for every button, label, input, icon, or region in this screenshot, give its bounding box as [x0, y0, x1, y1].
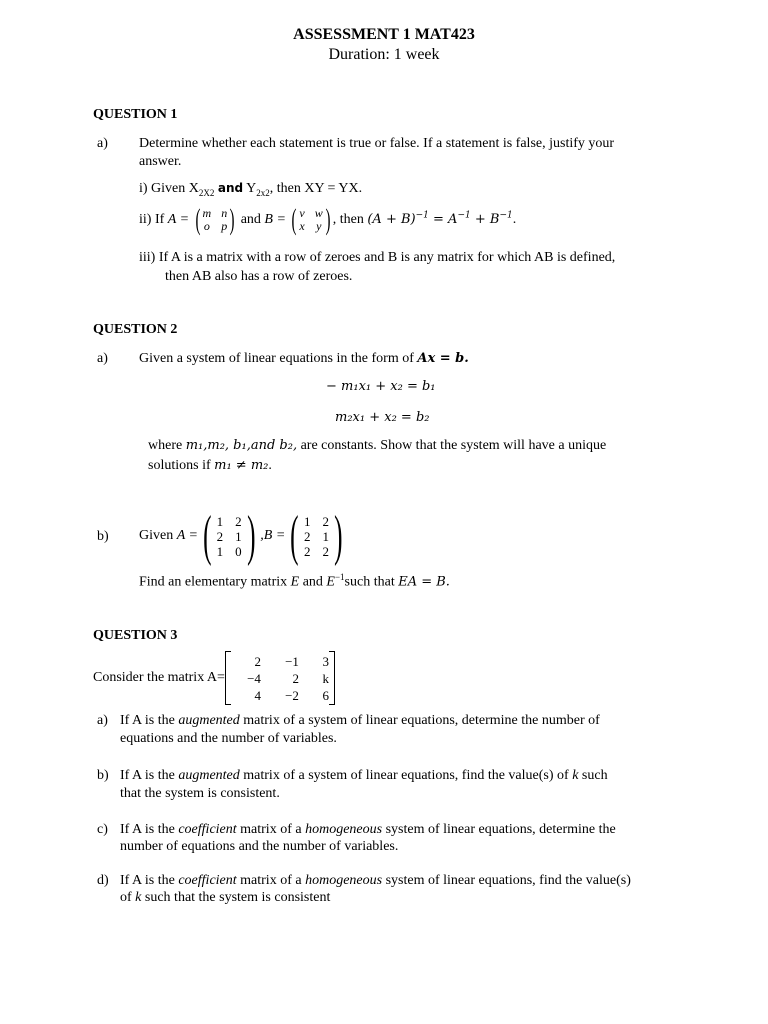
q1-a-label: a): [97, 136, 108, 151]
q3-a-label: a): [97, 713, 108, 728]
inverse-formula: $(A + B)^{-1} = A^{-1} + B^{-1}$: [367, 210, 513, 228]
document-duration: Duration: 1 week: [328, 46, 440, 63]
matrix-B-2x2: ( v w x y ): [291, 203, 331, 236]
matrix-b-cell: 2: [322, 543, 329, 559]
matrix-a-cell: m: [202, 206, 212, 220]
q2-where-line2: solutions if m₁ ≠ m₂.: [148, 458, 272, 473]
matrix-b-cell: 2: [322, 513, 329, 529]
q3-d-line1: If A is the coefficient matrix of a homogeneous system of linear equations, find the value(s): [120, 873, 631, 888]
matrix-a-cell: o: [203, 219, 210, 233]
q2-a-label: a): [97, 351, 108, 366]
q3-d-label: d): [97, 873, 109, 888]
matrix-a-cell: 1: [216, 543, 224, 559]
q2-where-line1: where m₁,m₂, b₁,and b₂, are constants. Show that the system will have a unique: [148, 438, 607, 453]
q1-statement-i: i) Given $X_{2X2}$ and $Y_{2x2}$, then XY = YX.: [139, 181, 363, 198]
q3-consider: Consider the matrix A= 2 −1 3 −4 2 k 4 −2 6: [93, 652, 335, 704]
q2-b-given: Given A = ( 1 2 2 1 1 0 ) ,B = ( 1 2 2 1 2 2 ): [139, 508, 348, 564]
equation-1: − m₁x₁ + x₂ = b₁: [326, 379, 436, 394]
matrix-A-2x2: ( m n o p ): [195, 203, 235, 236]
q3-c-line2: number of equations and the number of variables.: [120, 839, 399, 854]
q3-c-label: c): [97, 822, 108, 837]
matrix-b-cell: 1: [322, 528, 329, 544]
matrix-b-cell: x: [299, 219, 305, 233]
matrix-q3-cell: −2: [285, 687, 299, 703]
matrix-a-cell: 2: [216, 528, 224, 544]
q2-b-find: Find an elementary matrix E and $E^{-1}such$ that EA = B.: [139, 572, 450, 590]
matrix-q3-cell: −1: [285, 653, 299, 669]
matrix-A-3x3: [225, 651, 335, 705]
q2-b-label: b): [97, 529, 109, 544]
q3-a-line2: equations and the number of variables.: [120, 731, 337, 746]
matrix-q3-cell: 2: [292, 670, 299, 686]
document-title: ASSESSMENT 1 MAT423: [293, 26, 475, 43]
q3-c-line1: If A is the coefficient matrix of a homogeneous system of linear equations, determine the: [120, 822, 616, 837]
matrix-b-cell: 1: [303, 513, 311, 529]
matrix-q3-cell: 6: [322, 687, 329, 703]
matrix-q3-cell: 2: [254, 653, 261, 669]
matrix-b-cell: y: [316, 219, 322, 233]
matrix-a-cell: p: [221, 219, 228, 233]
matrix-b-cell: 2: [303, 528, 311, 544]
matrix-q3-cell: −4: [247, 670, 261, 686]
q2-a-text: Given a system of linear equations in the form of Ax = b.: [139, 351, 469, 366]
question-3-heading: QUESTION 3: [93, 628, 178, 643]
matrix-b-cell: 2: [303, 543, 311, 559]
matrix-q3-cell: 4: [254, 687, 261, 703]
matrix-a-cell: 1: [235, 528, 242, 544]
matrix-b-cell: v: [299, 206, 305, 220]
q1-statement-ii: ii) If A = ( m n o p ) and B = ( v w x y ) , then $(A + B)^{-1} = A^{-1} + B^{-1}$.: [139, 203, 517, 236]
q3-d-line2: of k such that the system is consistent: [120, 890, 331, 905]
question-2-heading: QUESTION 2: [93, 322, 178, 337]
question-1-heading: QUESTION 1: [93, 107, 178, 122]
matrix-q3-cell: k: [322, 670, 329, 686]
matrix-q3-cell: 3: [322, 653, 329, 669]
matrix-a-cell: n: [221, 206, 228, 220]
equation-2: m₂x₁ + x₂ = b₂: [335, 410, 430, 425]
matrix-a-cell: 1: [216, 513, 224, 529]
q1-statement-iii-line2: then AB also has a row of zeroes.: [165, 269, 353, 284]
matrix-a-cell: 2: [235, 513, 242, 529]
q1-a-text-line1: Determine whether each statement is true or false. If a statement is false, justify your: [139, 136, 615, 151]
q3-a-line1: If A is the augmented matrix of a system of linear equations, determine the number of: [120, 713, 600, 728]
matrix-b-cell: w: [314, 206, 323, 220]
matrix-A-3x2: ( 1 2 2 1 1 0 ): [203, 505, 256, 567]
q3-b-label: b): [97, 768, 109, 783]
q3-b-line2: that the system is consistent.: [120, 786, 280, 801]
matrix-B-3x2: ( 1 2 2 1 2 2 ): [290, 505, 343, 567]
q1-statement-iii-line1: iii) If A is a matrix with a row of zeroes and B is any matrix for which AB is defined,: [139, 250, 616, 265]
matrix-a-cell: 0: [235, 543, 242, 559]
q1-a-text-line2: answer.: [139, 154, 182, 169]
q3-b-line1: If A is the augmented matrix of a system of linear equations, find the value(s) of k such: [120, 768, 608, 783]
